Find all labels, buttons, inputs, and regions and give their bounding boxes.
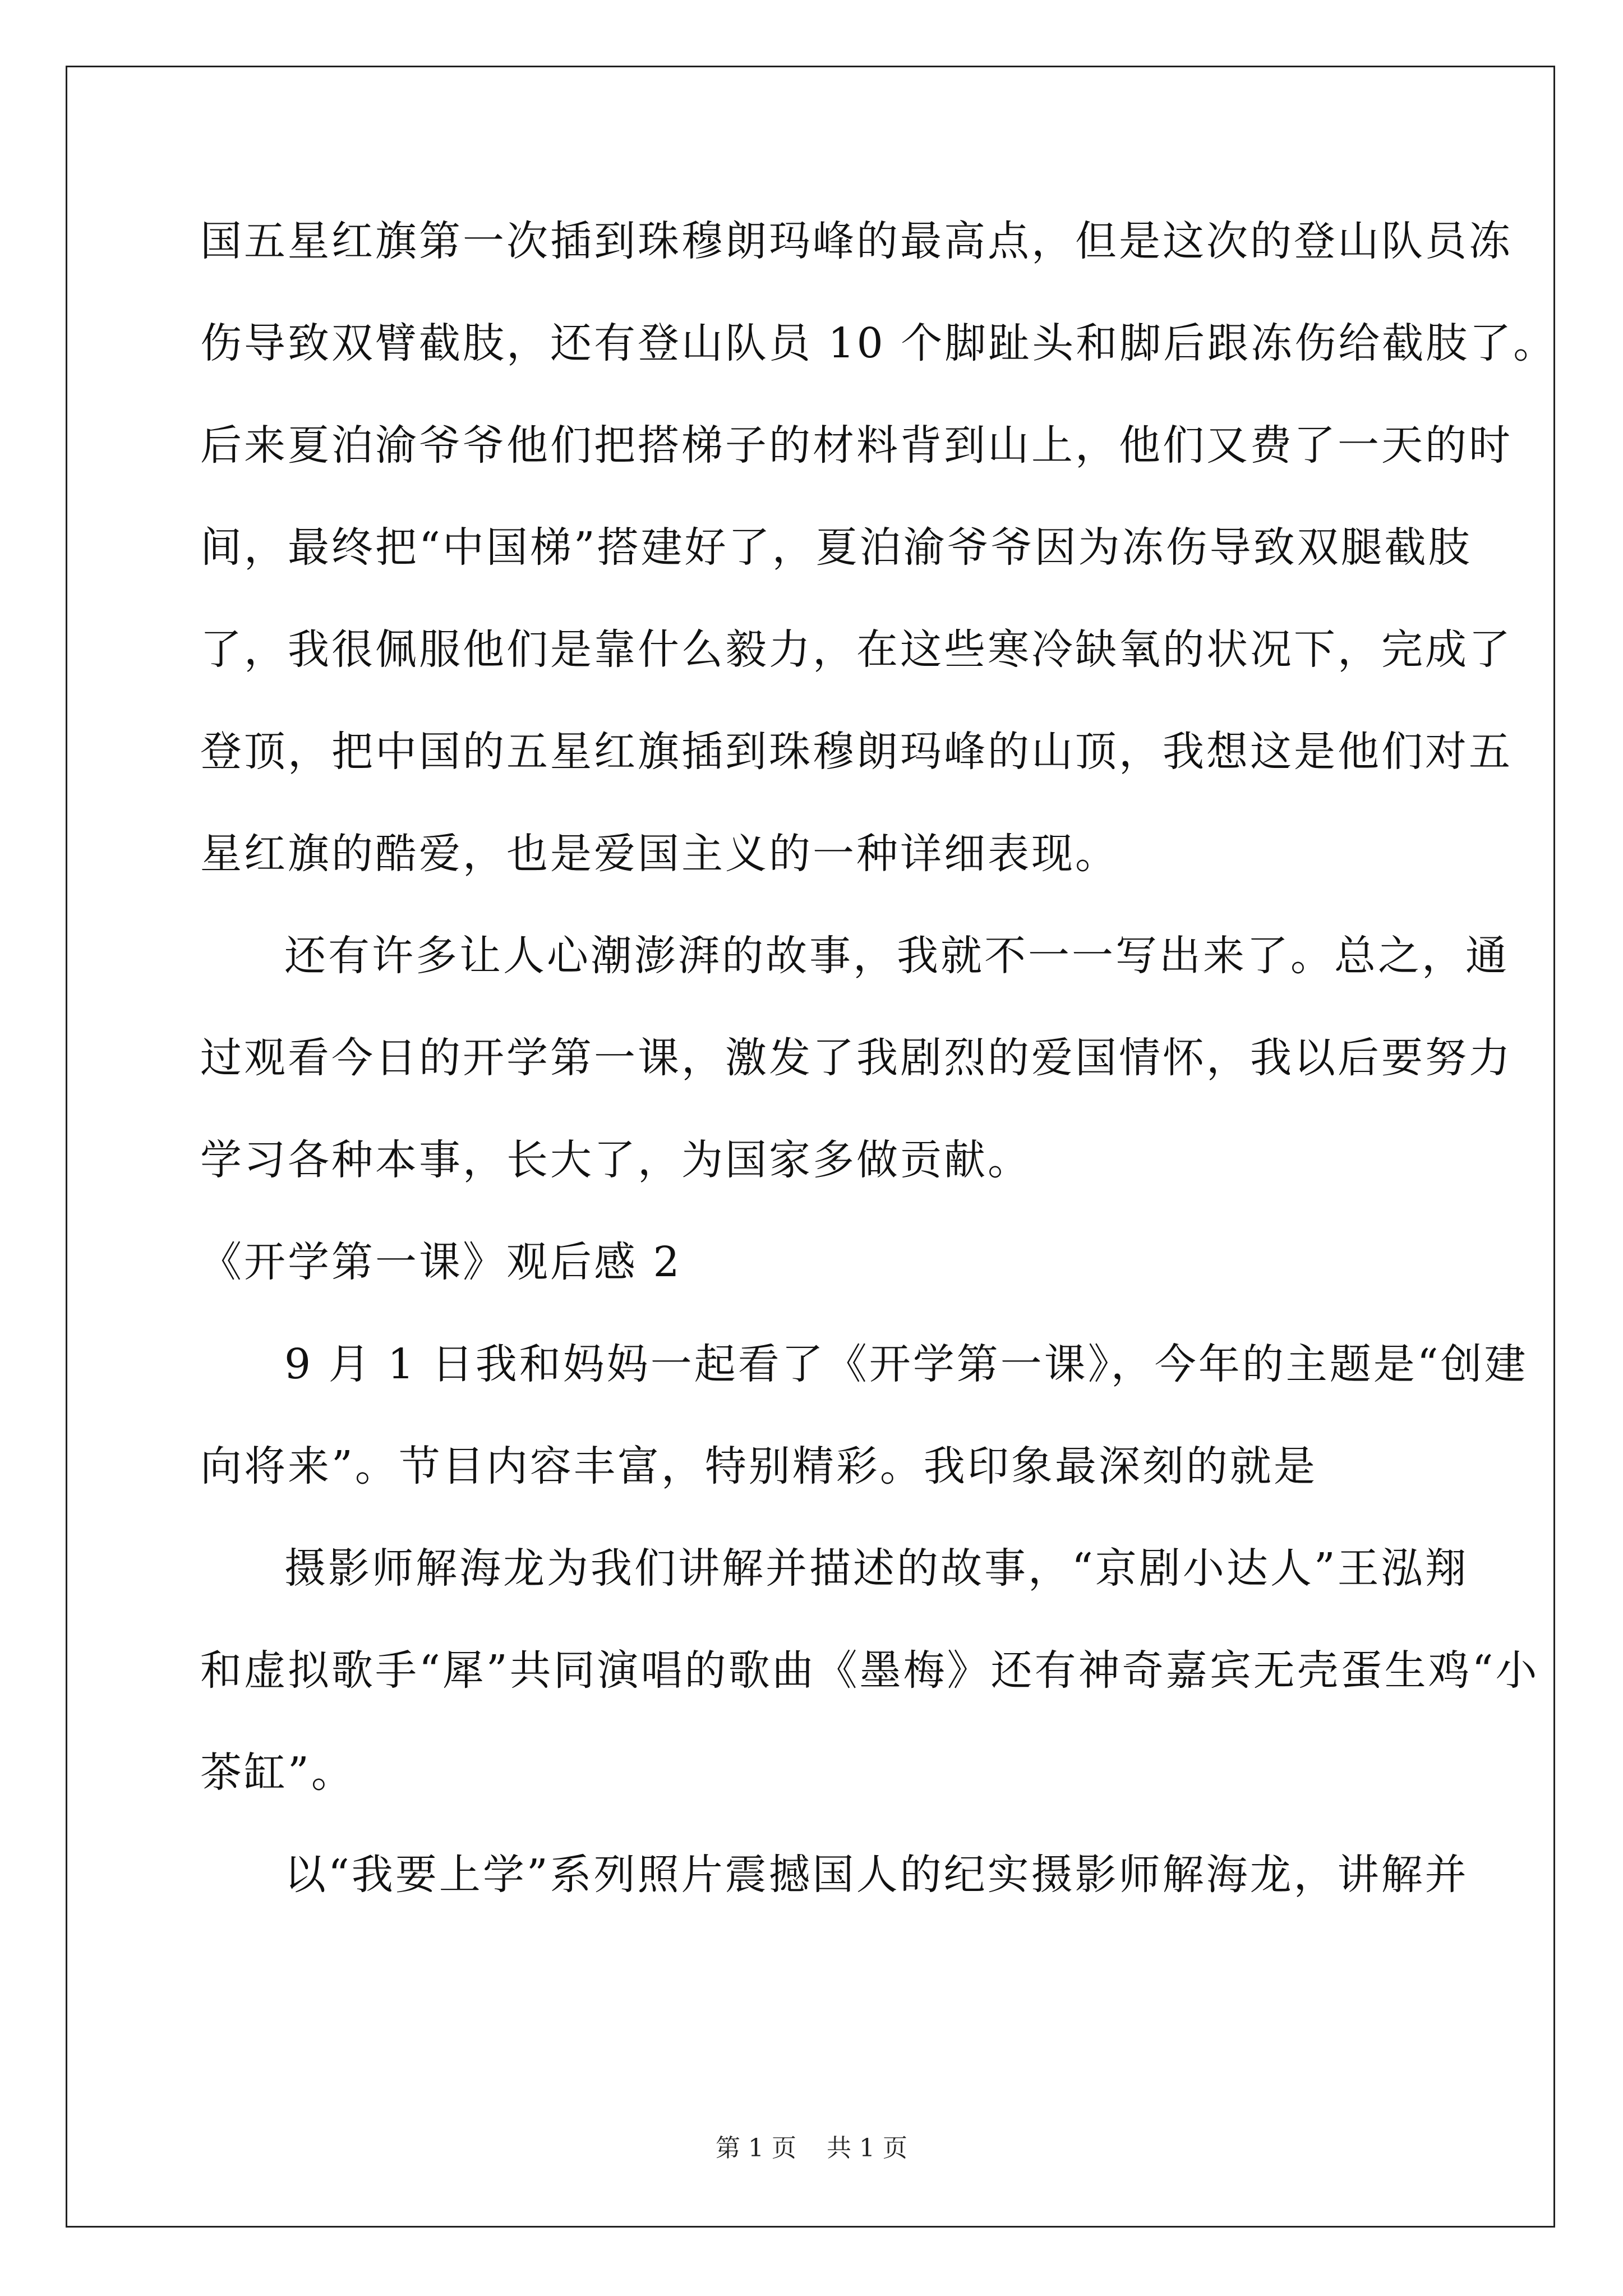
section-heading: 《开学第一课》观后感 2: [200, 1238, 682, 1286]
text-line: 过观看今日的开学第一课，激发了我剧烈的爱国情怀，我以后要努力: [200, 1034, 1513, 1082]
page-number: 第 1 页: [716, 2134, 796, 2162]
text-line: 伤导致双臂截肢，还有登山队员 10 个脚趾头和脚后跟冻伤给截肢了。: [200, 319, 1557, 367]
page-footer: [0, 2132, 1623, 2165]
text-line: 间，最终把“中国梯”搭建好了，夏泊渝爷爷因为冻伤导致双腿截肢: [200, 523, 1472, 572]
text-line: 国五星红旗第一次插到珠穆朗玛峰的最高点，但是这次的登山队员冻: [200, 217, 1513, 265]
text-line: 后来夏泊渝爷爷他们把搭梯子的材料背到山上，他们又费了一天的时: [200, 421, 1513, 470]
text-line: 9 月 1 日我和妈妈一起看了《开学第一课》，今年的主题是“创建: [284, 1340, 1528, 1388]
text-line: 和虚拟歌手“犀”共同演唱的歌曲《墨梅》还有神奇嘉宾无壳蛋生鸡“小: [200, 1646, 1539, 1695]
text-line: 茶缸”。: [200, 1749, 355, 1797]
text-line: 以“我要上学”系列照片震撼国人的纪实摄影师解海龙，讲解并: [284, 1851, 1469, 1899]
text-line: 星红旗的酷爱，也是爱国主义的一种详细表现。: [200, 830, 1119, 878]
text-line: 摄影师解海龙为我们讲解并描述的故事，“京剧小达人”王泓翔: [284, 1544, 1469, 1593]
text-line: 登顶，把中国的五星红旗插到珠穆朗玛峰的山顶，我想这是他们对五: [200, 728, 1513, 776]
text-line: 向将来”。节目内容丰富，特别精彩。我印象最深刻的就是: [200, 1442, 1317, 1490]
page-total: 共 1 页: [827, 2134, 907, 2162]
text-line: 还有许多让人心潮澎湃的故事，我就不一一写出来了。总之，通: [284, 932, 1509, 980]
text-line: 了，我很佩服他们是靠什么毅力，在这些寒冷缺氧的状况下，完成了: [200, 625, 1513, 674]
text-line: 学习各种本事，长大了，为国家多做贡献。: [200, 1136, 1031, 1184]
